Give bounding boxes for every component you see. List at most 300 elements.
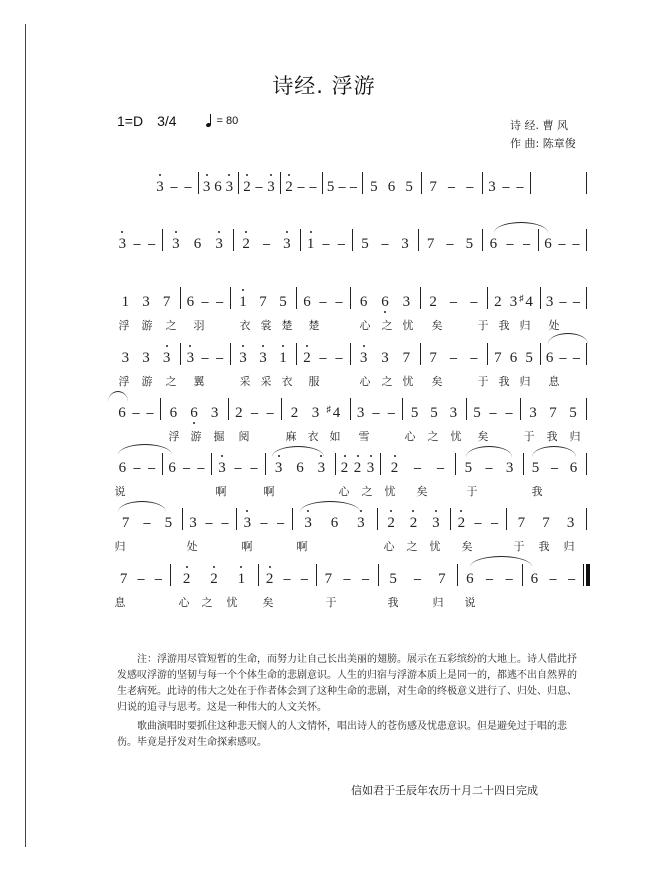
note: 7: [259, 294, 267, 310]
octave-up-dot: [390, 510, 392, 512]
lyric-syllable: 掘: [213, 430, 225, 443]
extension-dash: –: [491, 515, 499, 530]
note: 3: [314, 459, 328, 477]
final-barline: [586, 564, 590, 586]
extension-dash: –: [184, 179, 192, 194]
octave-up-dot: [288, 174, 290, 176]
barline: [540, 287, 541, 309]
note: 7: [426, 236, 435, 252]
note: 2: [388, 459, 402, 477]
lyric-syllable: 之: [381, 375, 393, 388]
slur: [118, 444, 172, 455]
note: 3: [272, 459, 286, 477]
lyric-syllable: 浮: [118, 375, 130, 388]
extension-dash: –: [362, 571, 370, 586]
time-signature: 3/4: [157, 113, 177, 129]
measure: [299, 285, 347, 311]
lyric-syllable: 于: [477, 375, 489, 388]
note: 5: [410, 405, 419, 421]
extension-dash: –: [205, 515, 213, 530]
extension-dash: –: [446, 236, 454, 251]
lyric-syllable: 羽: [193, 319, 205, 332]
measure: [543, 285, 583, 311]
lyric-syllable: 归: [114, 540, 126, 553]
lyric-syllable: 浮: [118, 319, 130, 332]
octave-up-dot: [240, 566, 242, 568]
measure: [241, 170, 277, 196]
page-left-border: [25, 24, 26, 847]
note: 6: [118, 460, 127, 476]
extension-dash: –: [413, 460, 422, 475]
lyric-syllable: 如: [329, 430, 341, 443]
extension-dash: –: [250, 460, 258, 475]
lyric-syllable: 矣: [431, 375, 443, 388]
barline: [162, 229, 163, 251]
extension-dash: –: [319, 350, 327, 365]
lyric-syllable: 忧: [384, 485, 396, 498]
note: 3: [301, 514, 315, 532]
final-barline: [583, 564, 584, 586]
extension-dash: –: [132, 405, 140, 420]
note: 5: [525, 350, 533, 366]
barline: [170, 564, 171, 586]
lyric-syllable: 矣: [262, 596, 274, 609]
barline: [350, 398, 351, 420]
note: 6: [193, 236, 202, 252]
octave-up-dot: [189, 345, 191, 347]
extension-dash: –: [474, 515, 482, 530]
extension-dash: –: [322, 236, 330, 251]
measure: [115, 227, 159, 253]
note: 3: [212, 235, 226, 253]
note: 3: [256, 349, 270, 367]
note: 6: [168, 460, 176, 476]
lyric-syllable: 之: [361, 485, 373, 498]
note: 5: [473, 405, 481, 421]
note: 2: [300, 349, 314, 367]
barline: [586, 229, 587, 251]
measure: [490, 341, 537, 367]
octave-up-dot: [412, 510, 414, 512]
measure: [383, 451, 452, 477]
extension-dash: –: [300, 571, 308, 586]
extension-dash: –: [197, 460, 205, 475]
measure: [214, 451, 262, 477]
note: 2: [494, 294, 502, 310]
tempo-value: = 80: [216, 115, 239, 127]
barline: [520, 398, 521, 420]
barline: [487, 343, 488, 365]
lyric-syllable: 忧: [450, 430, 462, 443]
measure: [163, 396, 225, 422]
extension-dash: –: [449, 350, 458, 365]
note: 6: [544, 236, 552, 252]
note: 6: [569, 460, 578, 476]
tempo-marking: [205, 114, 239, 128]
octave-up-dot: [218, 231, 220, 233]
slur: [300, 501, 360, 512]
quarter-note-icon: [205, 114, 213, 128]
note: 1: [276, 349, 290, 367]
note: 5: [361, 236, 369, 252]
measure: [509, 506, 583, 532]
extension-dash: –: [250, 405, 259, 420]
lyric-syllable: 我: [498, 375, 510, 388]
barline: [506, 508, 507, 530]
barline: [457, 564, 458, 586]
note: 3: [121, 350, 130, 366]
extension-dash: –: [470, 350, 478, 365]
lyric-syllable: 楚: [281, 319, 293, 332]
barline: [402, 398, 403, 420]
extension-dash: –: [262, 236, 271, 251]
extension-dash: –: [335, 350, 343, 365]
extension-dash: –: [505, 571, 513, 586]
measure: [381, 562, 454, 588]
extension-dash: –: [572, 236, 580, 251]
measure: [239, 506, 289, 532]
note: 3: [115, 235, 129, 253]
score-header-right: [510, 117, 576, 153]
lyric-syllable: 衣: [239, 319, 251, 332]
note: 7: [542, 515, 550, 531]
octave-up-dot: [242, 345, 244, 347]
octave-up-dot: [306, 345, 308, 347]
note: 7: [429, 179, 437, 195]
octave-up-dot: [460, 510, 462, 512]
lyric-syllable: 忧: [226, 596, 238, 609]
measure: [185, 506, 233, 532]
measure: [183, 285, 227, 311]
measure: [233, 285, 293, 311]
extension-dash: –: [133, 460, 141, 475]
lyric-syllable: 翼: [193, 375, 205, 388]
barline: [233, 229, 234, 251]
octave-up-dot: [159, 174, 161, 176]
lyric-syllable: 浮: [168, 430, 180, 443]
extension-dash: –: [338, 179, 346, 194]
lyric-syllable: 于: [513, 540, 525, 553]
lyric-syllable: 衣: [281, 375, 293, 388]
barline: [420, 287, 421, 309]
note: 7: [549, 405, 557, 421]
extension-dash: –: [201, 294, 209, 309]
barline: [350, 343, 351, 365]
lyric-syllable: 归: [519, 375, 531, 388]
note: 3: [189, 515, 197, 531]
lyric-syllable: 息: [548, 375, 560, 388]
note: 6: [118, 405, 126, 421]
note: 3: [381, 350, 389, 366]
lyric-syllable: 归: [519, 319, 531, 332]
score-system: [0, 396, 648, 422]
lyric-syllable: 于: [325, 596, 337, 609]
barline: [377, 508, 378, 530]
note: 3: [357, 349, 371, 367]
note: 3: [566, 515, 575, 531]
barline: [586, 343, 587, 365]
barline: [160, 398, 161, 420]
annotation-paragraph: 歌曲演唱时要抓住这种悲天悯人的人文情怀，唱出诗人的苍伤感及忧患意识。但是避免过于唱的悲伤。毕竟是抒发对生命探索感叹。: [117, 721, 567, 748]
note: 2: [180, 570, 194, 588]
note: 2: [207, 570, 221, 588]
measure: [338, 451, 377, 477]
extension-dash: –: [447, 179, 456, 194]
extension-dash: –: [572, 350, 580, 365]
barline: [182, 508, 183, 530]
lyric-syllable: 于: [523, 430, 535, 443]
measure: [236, 227, 297, 253]
note: 3: [153, 178, 167, 196]
note: 7: [494, 350, 502, 366]
measure: [380, 506, 447, 532]
lyric-syllable: 游: [190, 430, 202, 443]
extension-dash: –: [381, 236, 389, 251]
note: 6: [545, 350, 554, 366]
octave-up-dot: [310, 231, 312, 233]
note: 3: [449, 405, 458, 421]
note: 6: [530, 571, 539, 587]
note: 5: [164, 515, 173, 531]
octave-down-dot: [384, 311, 386, 313]
octave-down-dot: [193, 422, 195, 424]
extension-dash: –: [343, 571, 351, 586]
measure: [525, 562, 581, 588]
lyric-syllable: 雪: [358, 430, 370, 443]
note: 7: [517, 515, 526, 531]
octave-up-dot: [206, 174, 208, 176]
slur: [466, 446, 512, 457]
extension-dash: –: [309, 179, 317, 194]
extension-dash: –: [489, 405, 497, 420]
measure: [115, 285, 177, 311]
note: 6: [466, 571, 474, 587]
lyric-syllable: 楚: [308, 319, 320, 332]
extension-dash: –: [260, 515, 268, 530]
barline: [180, 287, 181, 309]
extension-dash: –: [148, 236, 156, 251]
barline: [296, 343, 297, 365]
lyric-syllable: 麻: [285, 430, 297, 443]
note: 6: [378, 293, 392, 311]
octave-up-dot: [262, 345, 264, 347]
note: 7: [438, 571, 446, 587]
extension-dash: –: [550, 460, 559, 475]
measure: [153, 170, 195, 196]
note: 6: [303, 294, 311, 310]
note: 2: [406, 514, 420, 532]
score-system: [0, 227, 648, 253]
barline: [380, 453, 381, 475]
score-system: [0, 341, 648, 367]
note: 5: [464, 460, 473, 476]
note: 3: [160, 349, 174, 367]
annotation-paragraph: 注：浮游用尽管短暂的生命，而努力让自己长出美丽的翅膀。展示在五彩缤纷的大地上。诗人借此抒发感叹浮游的坚韧与每一个个体生命的悲剧意识。人生的归宿与浮游本质上是同一的，都逃不出自然界的生老病死。此诗的伟大之处在于作者体会到了这种生命的悲剧，对生命的终极意义进行了、归处、归息、归说的追寻与思考。这是一种伟大的人文关怀。: [117, 654, 577, 713]
lyric-syllable: 于: [477, 319, 489, 332]
slur: [470, 556, 532, 567]
extension-dash: –: [568, 571, 576, 586]
measure: [405, 396, 463, 422]
barline: [466, 398, 467, 420]
octave-up-dot: [363, 345, 365, 347]
note: 6: [330, 515, 339, 531]
note: 2: [351, 459, 364, 477]
note: 2: [239, 235, 253, 253]
key-signature: 1=D: [117, 113, 144, 129]
lyric-syllable: 我: [538, 540, 550, 553]
octave-up-dot: [121, 231, 123, 233]
note: 3: [402, 294, 411, 310]
extension-dash: –: [154, 571, 162, 586]
sharp-icon: ♯: [326, 404, 331, 414]
slur: [108, 391, 128, 402]
note: 3: [265, 178, 277, 196]
slur: [532, 446, 576, 457]
note: 7: [324, 571, 333, 587]
extension-dash: –: [523, 236, 531, 251]
measure: [283, 170, 319, 196]
barline: [420, 343, 421, 365]
extension-dash: –: [572, 294, 580, 309]
lyric-syllable: 矣: [431, 319, 443, 332]
lyric-syllable: 忧: [402, 319, 414, 332]
slur: [272, 446, 324, 457]
extension-dash: –: [266, 405, 274, 420]
lyric-syllable: 啊: [263, 485, 275, 498]
extension-dash: –: [516, 179, 524, 194]
barline: [162, 453, 163, 475]
barline: [238, 172, 239, 194]
measure: [173, 562, 255, 588]
lyric-syllable: 我: [531, 485, 543, 498]
octave-up-dot: [246, 510, 248, 512]
note: 7: [429, 350, 437, 366]
extension-dash: –: [485, 460, 493, 475]
extension-dash: –: [337, 236, 345, 251]
lyric-syllable: 啊: [241, 540, 253, 553]
barline: [322, 172, 323, 194]
barline: [280, 172, 281, 194]
note: 5: [465, 236, 474, 252]
measure: [231, 396, 278, 422]
measure: [115, 562, 167, 588]
barline: [586, 398, 587, 420]
extension-dash: –: [216, 350, 224, 365]
lyric-syllable: 心: [178, 596, 190, 609]
barline: [230, 287, 231, 309]
barline: [487, 287, 488, 309]
note: 3: [183, 349, 197, 367]
note: 5: [405, 179, 413, 195]
extension-dash: –: [505, 405, 513, 420]
extension-dash: –: [502, 179, 510, 194]
note: 6: [169, 405, 178, 421]
octave-up-dot: [186, 566, 188, 568]
measure: [284, 396, 347, 422]
lyric-syllable: 说: [464, 596, 476, 609]
extension-dash: –: [201, 350, 209, 365]
note: 1: [234, 570, 248, 588]
extension-dash: –: [146, 405, 154, 420]
octave-up-dot: [394, 455, 396, 457]
barline: [296, 287, 297, 309]
barline: [228, 398, 229, 420]
measure: [423, 341, 484, 367]
octave-up-dot: [435, 510, 437, 512]
barline: [236, 508, 237, 530]
octave-up-dot: [270, 174, 272, 176]
note: 3: [224, 178, 235, 196]
completion-signoff: 信如君于壬辰年农历十月二十四日完成: [351, 784, 538, 797]
lyric-syllable: 忧: [402, 375, 414, 388]
barline: [586, 287, 587, 309]
octave-up-dot: [245, 231, 247, 233]
lyric-syllable: 处: [548, 319, 560, 332]
extension-dash: –: [372, 405, 380, 420]
note: 4 ♯: [330, 404, 344, 422]
note: 2: [384, 514, 398, 532]
extension-dash: –: [466, 179, 474, 194]
measure: [261, 562, 313, 588]
extension-dash: –: [255, 179, 263, 194]
octave-up-dot: [286, 231, 288, 233]
extension-dash: –: [559, 350, 567, 365]
score-system: [0, 285, 648, 311]
barline: [378, 564, 379, 586]
extension-dash: –: [449, 294, 458, 309]
extension-dash: –: [283, 571, 291, 586]
lyric-syllable: 啊: [215, 485, 227, 498]
barline: [292, 508, 293, 530]
extension-dash: –: [148, 460, 156, 475]
barline: [316, 564, 317, 586]
extension-dash: –: [137, 571, 145, 586]
lyric-syllable: 心: [359, 319, 371, 332]
lyric-syllable: 矣: [461, 540, 473, 553]
measure: [421, 227, 479, 253]
lyric-syllable: 采: [239, 375, 251, 388]
measure: [469, 396, 517, 422]
note: 2: [241, 178, 253, 196]
note: 1: [121, 294, 130, 310]
note: 7: [121, 515, 130, 531]
measure: [183, 341, 227, 367]
lyric-syllable: 游: [141, 375, 153, 388]
lyric-syllable: 心: [404, 430, 416, 443]
note: 3: [529, 405, 537, 421]
barline: [352, 229, 353, 251]
lyric-syllable: 矣: [416, 485, 428, 498]
extension-dash: –: [506, 236, 514, 251]
lyric-syllable: 之: [165, 375, 177, 388]
measure: [543, 341, 583, 367]
note: 3: [215, 459, 229, 477]
note: 3: [169, 235, 183, 253]
measure: [353, 285, 417, 311]
barline: [586, 453, 587, 475]
octave-up-dot: [370, 455, 372, 457]
note: 3: [401, 236, 409, 252]
note: 7: [402, 350, 411, 366]
note: 3: [240, 514, 254, 532]
lyric-syllable: 心: [383, 540, 395, 553]
barline: [418, 229, 419, 251]
note: 2: [454, 514, 468, 532]
note: 7: [162, 294, 171, 310]
song-title: 诗经. 浮游: [272, 74, 376, 98]
octave-up-dot: [242, 289, 244, 291]
note: 3: [142, 294, 150, 310]
